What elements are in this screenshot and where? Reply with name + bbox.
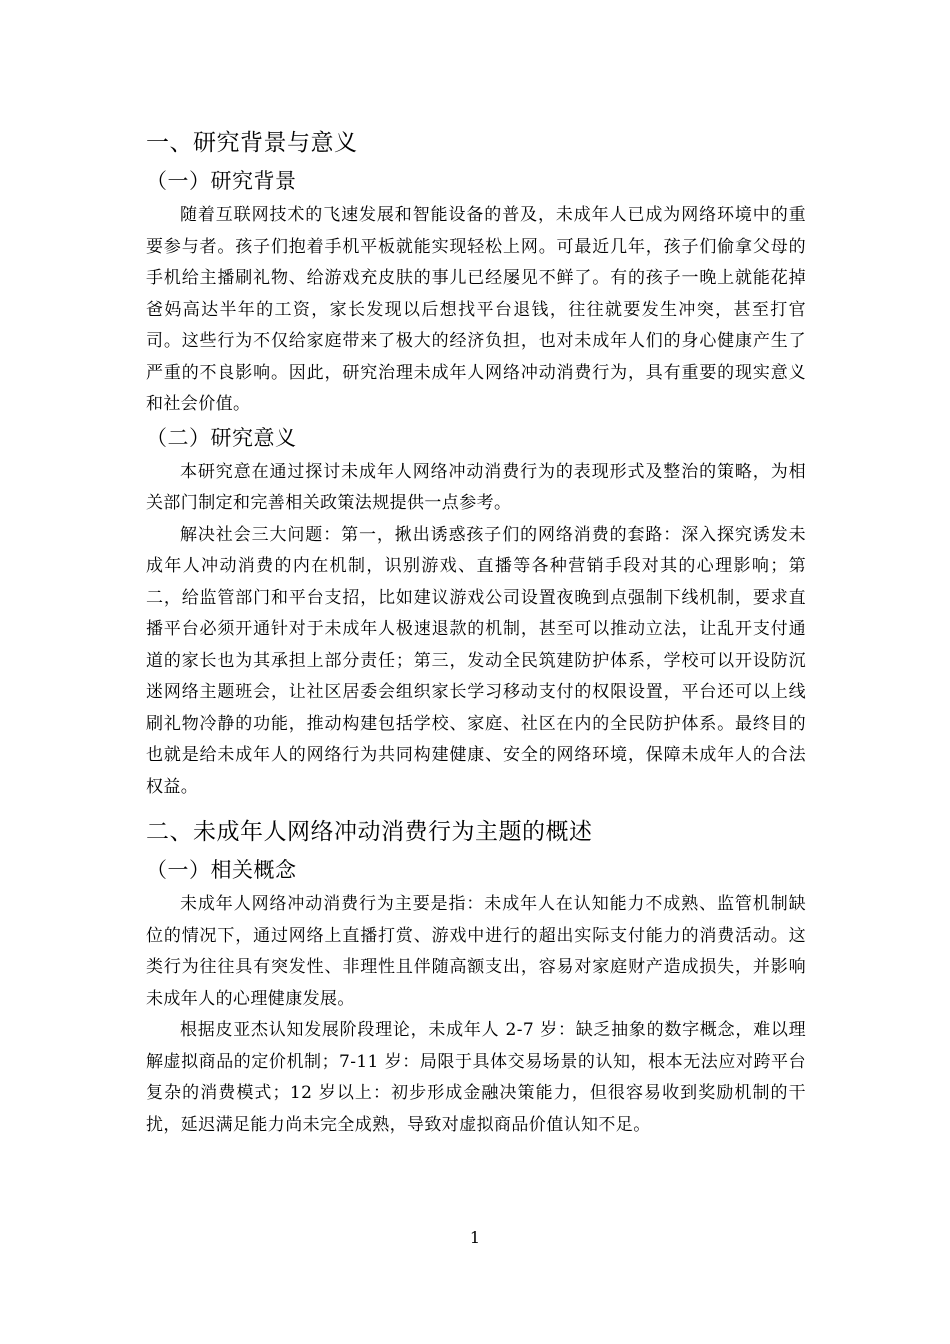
paragraph: 随着互联网技术的飞速发展和智能设备的普及，未成年人已成为网络环境中的重要参与者。孩子们抱着手机平板就能实现轻松上网。可最近几年，孩子们偷拿父母的手机给主播刷礼物、给游戏充皮肤的事儿已经屡见不鲜了。有的孩子一晚上就能花掉爸妈高达半年的工资，家长发现以后想找平台退钱，往往就要发生冲突，甚至打官司。这些行为不仅给家庭带来了极大的经济负担，也对未成年人们的身心健康产生了严重的不良影响。因此，研究治理未成年人网络冲动消费行为，具有重要的现实意义和社会价值。 [146,205,806,414]
section2-heading: 二、未成年人网络冲动消费行为主题的概述 [146,819,593,845]
paragraph: 未成年人网络冲动消费行为主要是指：未成年人在认知能力不成熟、监管机制缺位的情况下，通过网络上直播打赏、游戏中进行的超出实际支付能力的消费活动。这类行为往往具有突发性、非理性且伴随高额支出，容易对家庭财产造成损失，并影响未成年人的心理健康发展。 [146,894,806,1009]
section1-sub1-heading: （一）研究背景 [146,169,297,193]
document-body [146,126,806,1141]
paragraph: 根据皮亚杰认知发展阶段理论，未成年人 2-7 岁：缺乏抽象的数字概念，难以理解虚拟商品的定价机制；7-11 岁：局限于具体交易场景的认知，根本无法应对跨平台复杂的消费模式；12 岁以上：初步形成金融决策能力，但很容易收到奖励机制的干扰，延迟满足能力尚未完全成熟，导致对虚拟商品价值认知不足。 [146,1020,806,1135]
page-number: 1 [469,1228,481,1247]
paragraph: 本研究意在通过探讨未成年人网络冲动消费行为的表现形式及整治的策略，为相关部门制定和完善相关政策法规提供一点参考。 [146,461,806,513]
paragraph: 解决社会三大问题：第一，揪出诱惑孩子们的网络消费的套路：深入探究诱发未成年人冲动消费的内在机制，识别游戏、直播等各种营销手段对其的心理影响；第二，给监管部门和平台支招，比如建议游戏公司设置夜晚到点强制下线机制，要求直播平台必须开通针对于未成年人极速退款的机制，甚至可以推动立法，让乱开支付通道的家长也为其承担上部分责任；第三，发动全民筑建防护体系，学校可以开设防沉迷网络主题班会，让社区居委会组织家长学习移动支付的权限设置，平台还可以上线刷礼物冷静的功能，推动构建包括学校、家庭、社区在内的全民防护体系。最终目的也就是给未成年人的网络行为共同构建健康、安全的网络环境，保障未成年人的合法权益。 [146,524,806,797]
section1-sub2-heading: （二）研究意义 [146,425,297,450]
section2-sub1-heading: （一）相关概念 [146,858,297,882]
section1-heading: 一、研究背景与意义 [146,130,358,156]
